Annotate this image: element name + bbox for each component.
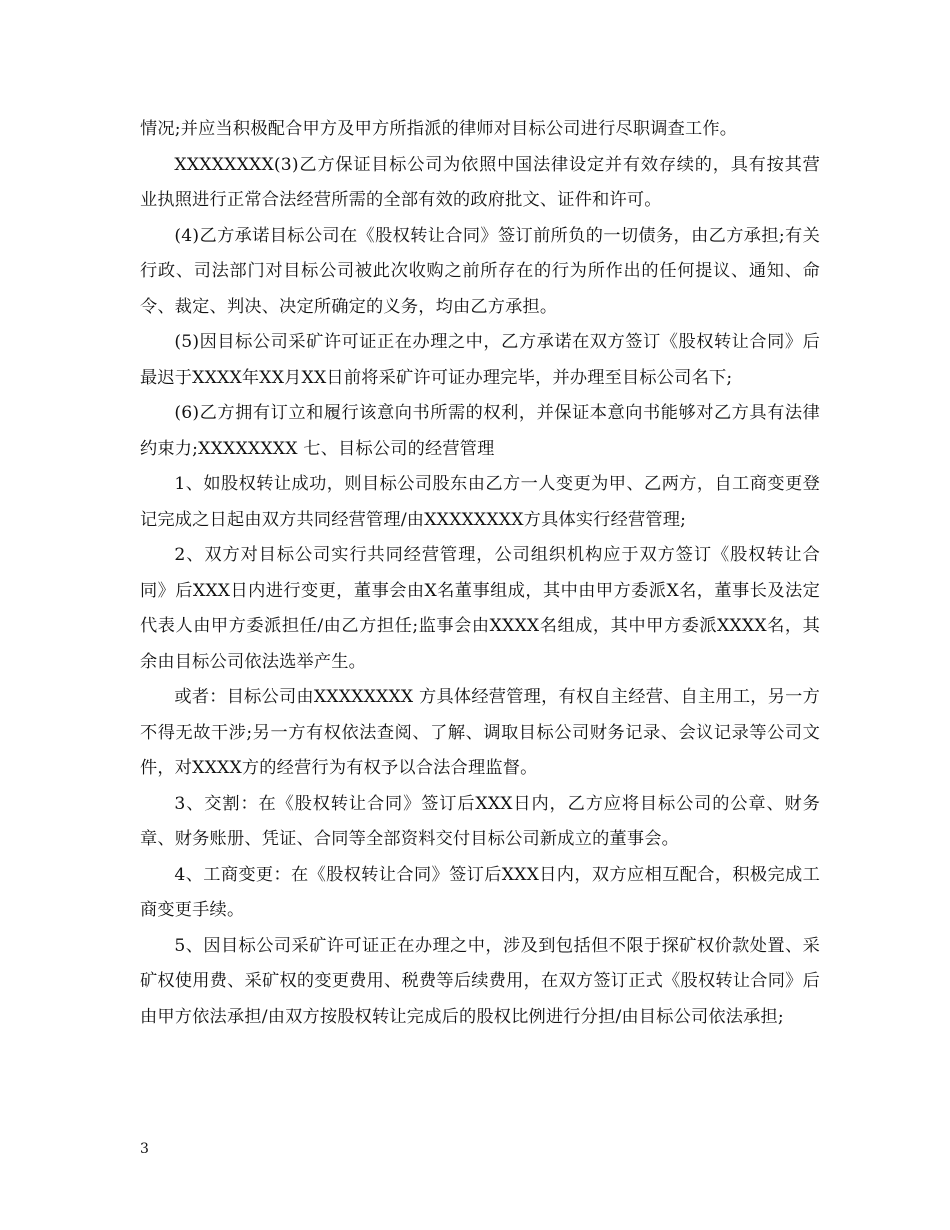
paragraph-clause-3: XXXXXXXX(3)乙方保证目标公司为依照中国法律设定并有效存续的，具有按其营业执照进行正常合法经营所需的全部有效的政府批文、证件和许可。 xyxy=(140,154,820,210)
paragraph-fees-5: 5、因目标公司采矿许可证正在办理之中，涉及到包括但不限于探矿权价款处置、采矿权使用费、采矿权的变更费用、税费等后续费用，在双方签订正式《股权转让合同》后由甲方依法承担/由双方按股权转让完成后的股权比例进行分担/由目标公司依法承担; xyxy=(140,935,820,1027)
page-number: 3 xyxy=(140,1141,149,1157)
document-body xyxy=(140,112,820,1035)
paragraph-management-2: 2、双方对目标公司实行共同经营管理，公司组织机构应于双方签订《股权转让合同》后XXX日内进行变更，董事会由X名董事组成，其中由甲方委派X名，董事长及法定代表人由甲方委派担任/由乙方担任;监事会由XXXX名组成，其中甲方委派XXXX名，其余由目标公司依法选举产生。 xyxy=(140,545,820,672)
paragraph-management-1: 1、如股权转让成功，则目标公司股东由乙方一人变更为甲、乙两方，自工商变更登记完成之日起由双方共同经营管理/由XXXXXXXX方具体实行经营管理; xyxy=(140,474,820,530)
paragraph-clause-5: (5)因目标公司采矿许可证正在办理之中，乙方承诺在双方签订《股权转让合同》后最迟于XXXX年XX月XX日前将采矿许可证办理完毕，并办理至目标公司名下; xyxy=(140,332,820,388)
paragraph-handover-3: 3、交割：在《股权转让合同》签订后XXX日内，乙方应将目标公司的公章、财务章、财务账册、凭证、合同等全部资料交付目标公司新成立的董事会。 xyxy=(140,793,820,849)
paragraph-registration-4: 4、工商变更：在《股权转让合同》签订后XXX日内，双方应相互配合，积极完成工商变更手续。 xyxy=(140,864,820,920)
paragraph-clause-4: (4)乙方承诺目标公司在《股权转让合同》签订前所负的一切债务，由乙方承担;有关行政、司法部门对目标公司被此次收购之前所存在的行为所作出的任何提议、通知、命令、裁定、判决、决定所确定的义务，均由乙方承担。 xyxy=(140,225,820,317)
paragraph-alternative: 或者：目标公司由XXXXXXXX 方具体经营管理，有权自主经营、自主用工，另一方不得无故干涉;另一方有权依法查阅、了解、调取目标公司财务记录、会议记录等公司文件，对XXXX方的经营行为有权予以合法合理监督。 xyxy=(140,687,820,778)
paragraph-continuation: 情况;并应当积极配合甲方及甲方所指派的律师对目标公司进行尽职调查工作。 xyxy=(140,119,738,139)
paragraph-clause-6: (6)乙方拥有订立和履行该意向书所需的权利，并保证本意向书能够对乙方具有法律约束力;XXXXXXXX 七、目标公司的经营管理 xyxy=(140,403,820,459)
